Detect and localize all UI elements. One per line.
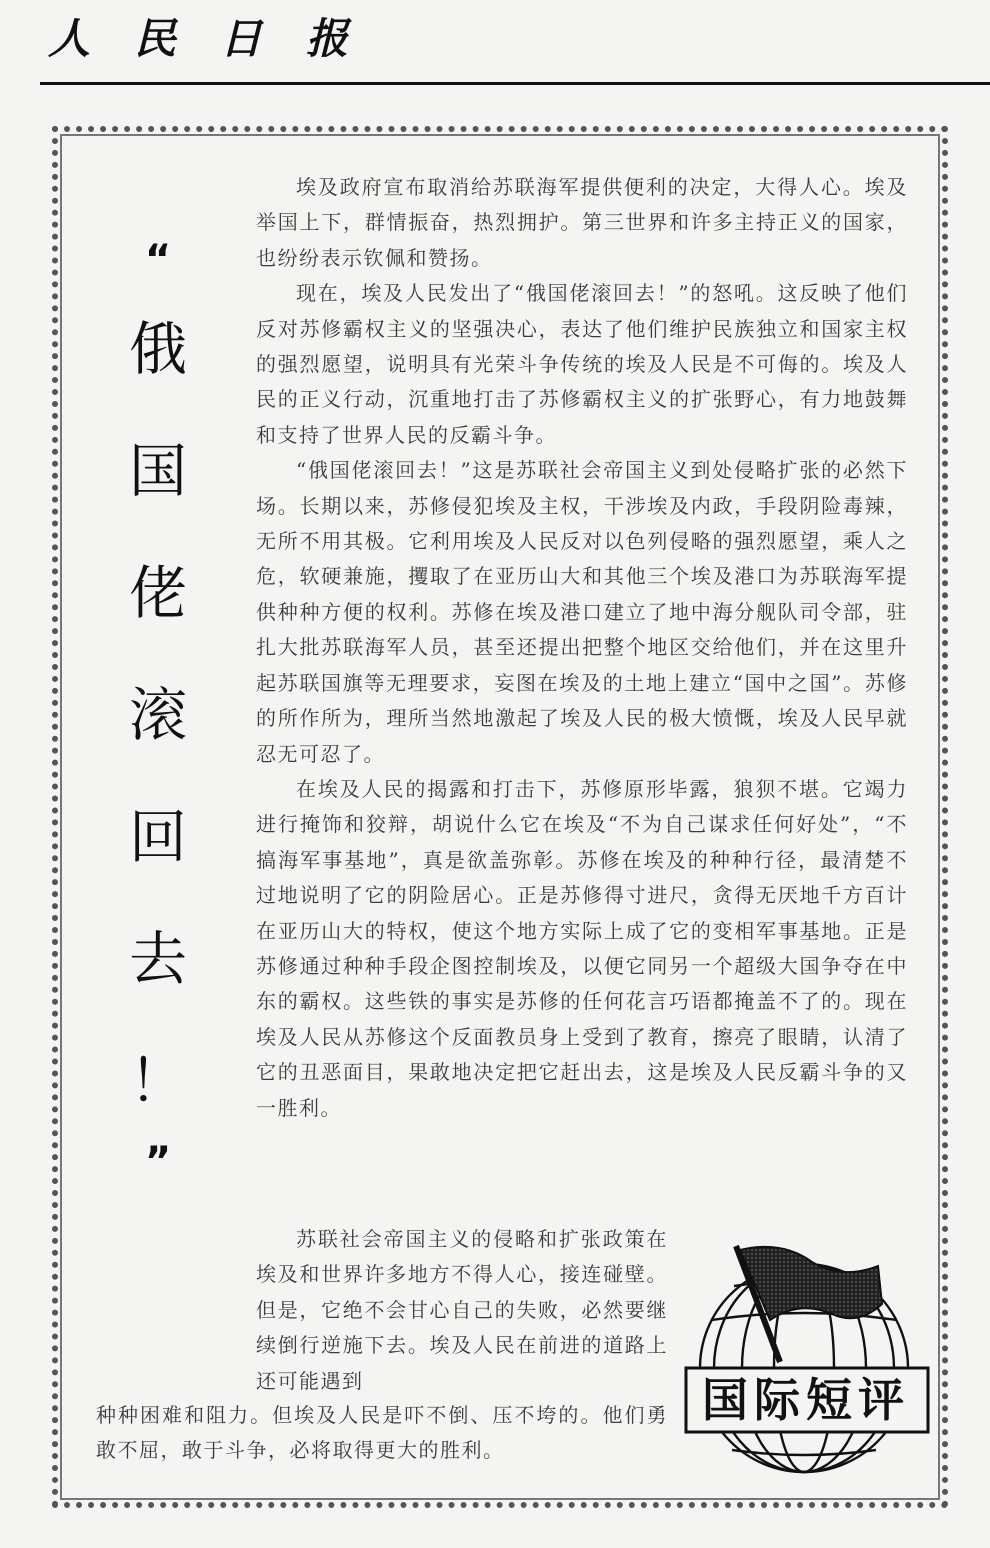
title-char: ！ <box>128 1047 187 1115</box>
title-close-quote: ” <box>144 1139 172 1185</box>
article-final-paragraph: 苏联社会帝国主义的侵略和扩张政策在埃及和世界许多地方不得人心，接连碰壁。但是，它绝不会甘心自己的失败，必然要继续倒行逆施下去。埃及人民在前进的道路上还可能遇到 <box>256 1227 668 1393</box>
globe-flag-icon <box>682 1240 932 1476</box>
title-char: 滚 <box>128 681 187 749</box>
emblem-label: 国际短评 <box>702 1373 910 1427</box>
article-body <box>256 170 908 1126</box>
article-paragraph: “俄国佬滚回去！”这是苏联社会帝国主义到处侵略扩张的必然下场。长期以来，苏修侵犯埃及主权，干涉埃及内政，手段阴险毒辣，无所不用其极。它利用埃及人民反对以色列侵略的强烈愿望，乘人之危，软硬兼施，攫取了在亚历山大和其他三个埃及港口为苏联海军提供种种方便的权利。苏修在埃及港口建立了地中海分舰队司令部，驻扎大批苏联海军人员，甚至还提出把整个地区交给他们，并在这里升起苏联国旗等无理要求，妄图在埃及的土地上建立“国中之国”。苏修的所作所为，理所当然地激起了埃及人民的极大愤慨，埃及人民早就忍无可忍了。 <box>256 458 908 766</box>
article-final-paragraph-tail: 种种困难和阻力。但埃及人民是吓不倒、压不垮的。他们勇敢不屈，敢于斗争，必将取得更大的胜利。 <box>96 1403 668 1463</box>
title-char: 俄 <box>128 315 187 383</box>
article-paragraph: 埃及政府宣布取消给苏联海军提供便利的决定，大得人心。埃及举国上下，群情振奋，热烈拥护。第三世界和许多主持正义的国家，也纷纷表示钦佩和赞扬。 <box>256 175 908 270</box>
title-open-quote: “ <box>144 237 172 283</box>
title-char: 佬 <box>128 559 187 627</box>
article-paragraph: 在埃及人民的揭露和打击下，苏修原形毕露，狼狈不堪。它竭力进行掩饰和狡辩，胡说什么它在埃及“不为自己谋求任何好处”，“不搞海军事基地”，真是欲盖弥彰。苏修在埃及的种种行径，最清楚不过地说明了它的阴险居心。正是苏修得寸进尺，贪得无厌地千方百计在亚历山大的特权，使这个地方实际上成了它的变相军事基地。正是苏修通过种种手段企图控制埃及，以便它同另一个超级大国争夺在中东的霸权。这些铁的事实是苏修的任何花言巧语都掩盖不了的。现在埃及人民从苏修这个反面教员身上受到了教育，擦亮了眼睛，认清了它的丑恶面目，果敢地决定把它赶出去，这是埃及人民反霸斗争的又一胜利。 <box>256 776 908 1120</box>
title-char: 回 <box>128 803 187 871</box>
article-title-vertical <box>108 237 208 1190</box>
title-char: 去 <box>128 925 187 993</box>
title-char: 国 <box>128 437 187 505</box>
masthead-rule <box>40 82 990 85</box>
masthead-title: 人民日报 <box>48 14 393 63</box>
article-paragraph: 现在，埃及人民发出了“俄国佬滚回去！”的怒吼。这反映了他们反对苏修霸权主义的坚强决心，表达了他们维护民族独立和国家主权的强烈愿望，说明具有光荣斗争传统的埃及人民是不可侮的。埃及人民的正义行动，沉重地打击了苏修霸权主义的扩张野心，有力地鼓舞和支持了世界人民的反霸斗争。 <box>256 281 908 447</box>
